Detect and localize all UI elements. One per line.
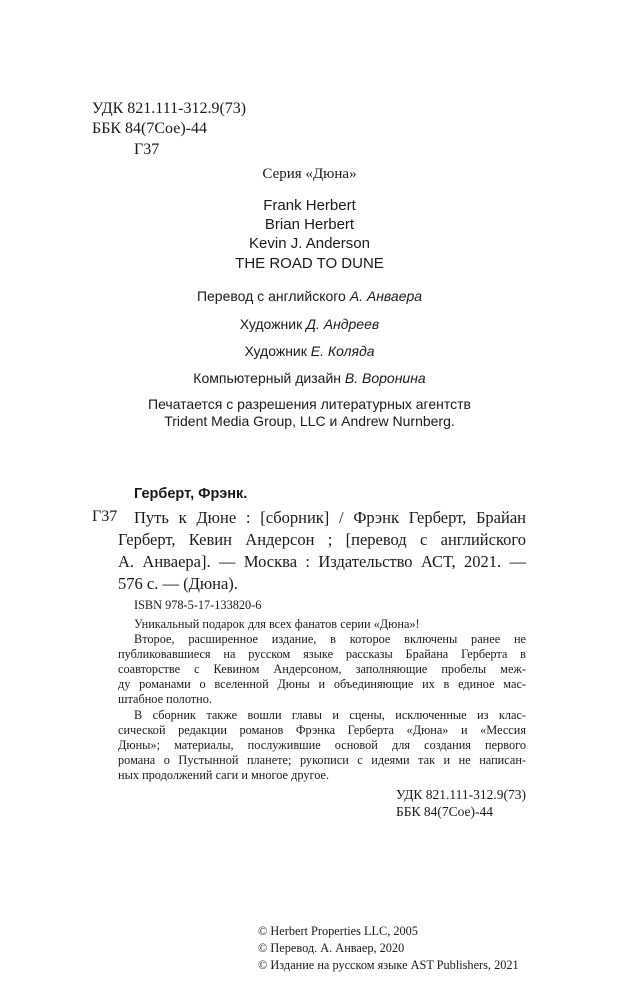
author-mark: Г37	[134, 141, 160, 158]
credit-name: Е. Коляда	[310, 343, 375, 359]
credit-designer	[0, 370, 619, 386]
credit-name: Д. Андреев	[306, 316, 380, 332]
credit-role: Перевод с английского	[196, 288, 346, 304]
annotation-line-10: романа о Пустынной планете; рукописи с идеями так и не написан-	[118, 753, 526, 767]
original-author-1: Frank Herbert	[263, 197, 356, 214]
bbk-code: ББК 84(7Сое)-44	[92, 120, 207, 137]
annotation-line-1: Уникальный подарок для всех фанатов серии «Дюна»!	[134, 617, 420, 631]
annotation-line-6: штабное полотно.	[118, 692, 212, 706]
annotation-line-9: Дюны»; материалы, послужившие основой для создания первого	[118, 738, 526, 752]
copyright-line-1: © Herbert Properties LLC, 2005	[258, 924, 418, 938]
card-line-4: 576 с. — (Дюна).	[118, 574, 238, 593]
credit-artist-1	[0, 316, 619, 332]
annotation-line-4: соавторстве с Кевином Андерсоном, заполняющие пробелы меж-	[118, 662, 526, 676]
original-title: THE ROAD TO DUNE	[235, 255, 384, 272]
credit-artist-2	[0, 343, 619, 359]
permission-line-2: Trident Media Group, LLC и Andrew Nurnberg.	[164, 413, 455, 429]
isbn: ISBN 978-5-17-133820-6	[134, 598, 262, 612]
credit-name: В. Воронина	[344, 370, 426, 386]
udk-code: УДК 821.111-312.9(73)	[92, 100, 247, 117]
credit-role: Компьютерный дизайн	[193, 370, 342, 386]
original-author-3: Kevin J. Anderson	[249, 235, 370, 252]
annotation-line-5: ду романами о вселенной Дюны и объединяющие их в единое мас-	[118, 677, 526, 691]
copyright-line-2: © Перевод. А. Анваер, 2020	[258, 941, 405, 955]
credit-translator	[0, 288, 619, 304]
permission-line-1: Печатается с разрешения литературных агентств	[148, 396, 471, 412]
credit-role: Художник	[239, 316, 303, 332]
card-mark: Г37	[92, 508, 118, 525]
annotation-line-2: Второе, расширенное издание, в которое включены ранее не	[134, 632, 526, 646]
annotation-line-3: публиковавшиеся на русском языке рассказы Брайана Герберта в	[118, 647, 526, 661]
annotation-line-7: В сборник также вошли главы и сцены, исключенные из клас-	[134, 708, 526, 722]
original-author-2: Brian Herbert	[264, 216, 355, 233]
copyright-line-3: © Издание на русском языке AST Publishers, 2021	[258, 958, 519, 972]
annotation-line-11: ных продолжений саги и многое другое.	[118, 768, 330, 782]
card-bbk-code: ББК 84(7Сое)-44	[396, 804, 494, 819]
card-line-2: Герберт, Кевин Андерсон ; [перевод с английского	[118, 530, 526, 549]
card-line-3: А. Анваера]. — Москва : Издательство АСТ, 2021. —	[118, 552, 526, 571]
credit-role: Художник	[244, 343, 307, 359]
card-line-1: Путь к Дюне : [сборник] / Фрэнк Герберт, Брайан	[134, 508, 526, 527]
series-title: Серия «Дюна»	[262, 166, 357, 182]
credit-name: А. Анваера	[349, 288, 423, 304]
card-udk-code: УДК 821.111-312.9(73)	[396, 787, 527, 802]
annotation-line-8: сической редакции романов Фрэнка Герберта «Дюна» и «Мессия	[118, 723, 526, 737]
card-heading: Герберт, Фрэнк.	[134, 486, 248, 502]
